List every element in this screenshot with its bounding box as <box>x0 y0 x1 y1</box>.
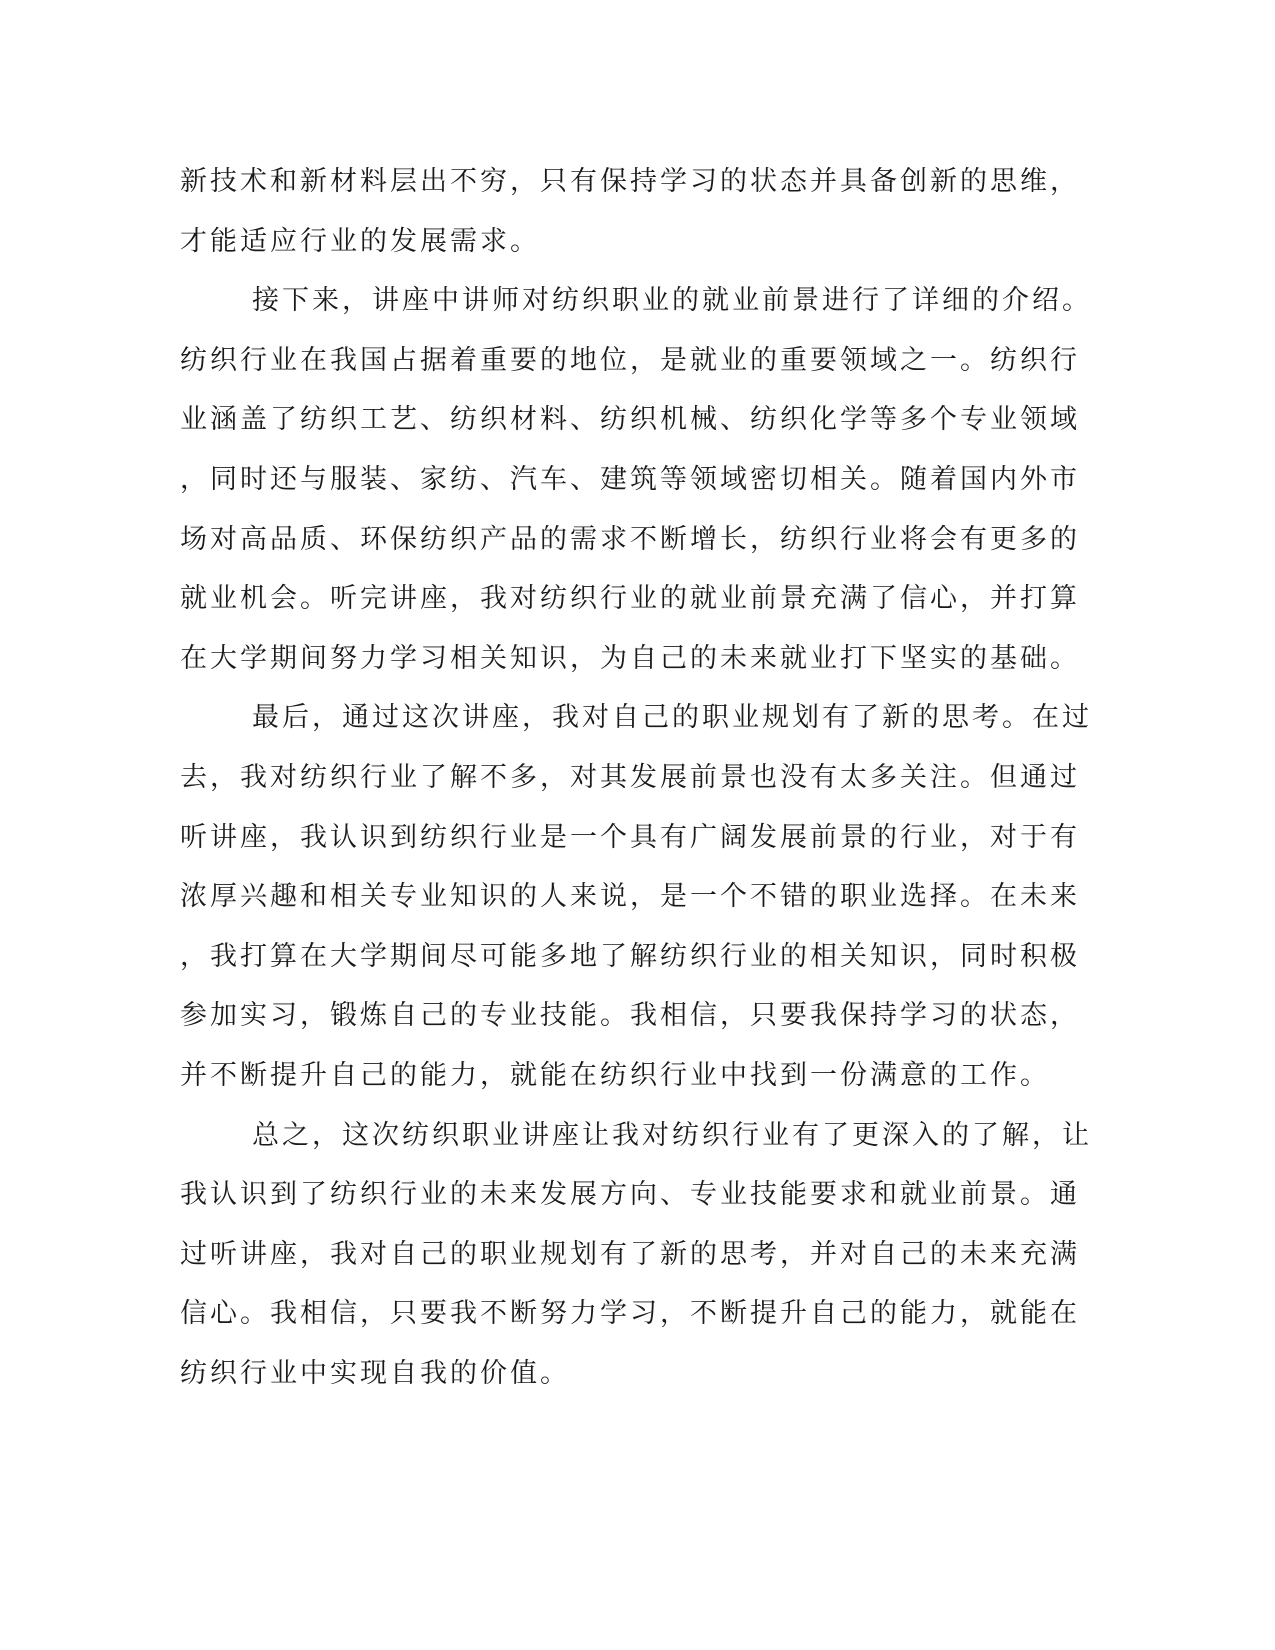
text-line: 纺织行业中实现自我的价值。 <box>180 1357 570 1389</box>
paragraph-first-line: 最后，通过这次讲座，我对自己的职业规划有了新的思考。在过 <box>252 702 1092 734</box>
text-line: 场对高品质、环保纺织产品的需求不断增长，纺织行业将会有更多的 <box>180 523 1080 555</box>
text-line: 就业机会。听完讲座，我对纺织行业的就业前景充满了信心，并打算 <box>180 583 1080 615</box>
text-line: 参加实习，锻炼自己的专业技能。我相信，只要我保持学习的状态， <box>180 1000 1080 1032</box>
text-line: 去，我对纺织行业了解不多，对其发展前景也没有太多关注。但通过 <box>180 761 1080 793</box>
paragraph-first-line: 总之，这次纺织职业讲座让我对纺织行业有了更深入的了解，让 <box>252 1119 1092 1151</box>
text-line: 过听讲座，我对自己的职业规划有了新的思考，并对自己的未来充满 <box>180 1238 1080 1270</box>
text-line: 信心。我相信，只要我不断努力学习，不断提升自己的能力，就能在 <box>180 1298 1080 1330</box>
text-line: 业涵盖了纺织工艺、纺织材料、纺织机械、纺织化学等多个专业领域 <box>180 404 1080 436</box>
text-line: 在大学期间努力学习相关知识，为自己的未来就业打下坚实的基础。 <box>180 642 1080 674</box>
text-line: 听讲座，我认识到纺织行业是一个具有广阔发展前景的行业，对于有 <box>180 821 1080 853</box>
text-line: 浓厚兴趣和相关专业知识的人来说，是一个不错的职业选择。在未来 <box>180 881 1080 913</box>
text-line: 我认识到了纺织行业的未来发展方向、专业技能要求和就业前景。通 <box>180 1179 1080 1211</box>
text-line: 纺织行业在我国占据着重要的地位，是就业的重要领域之一。纺织行 <box>180 344 1080 376</box>
document-body <box>180 152 1092 1403</box>
text-line: 新技术和新材料层出不穷，只有保持学习的状态并具备创新的思维， <box>180 166 1080 197</box>
text-line: ，我打算在大学期间尽可能多地了解纺织行业的相关知识，同时积极 <box>180 940 1080 972</box>
text-line: 才能适应行业的发展需求。 <box>180 225 540 257</box>
text-line: ，同时还与服装、家纺、汽车、建筑等领域密切相关。随着国内外市 <box>180 463 1080 495</box>
text-line: 并不断提升自己的能力，就能在纺织行业中找到一份满意的工作。 <box>180 1059 1050 1091</box>
paragraph-first-line: 接下来，讲座中讲师对纺织职业的就业前景进行了详细的介绍。 <box>252 285 1092 317</box>
